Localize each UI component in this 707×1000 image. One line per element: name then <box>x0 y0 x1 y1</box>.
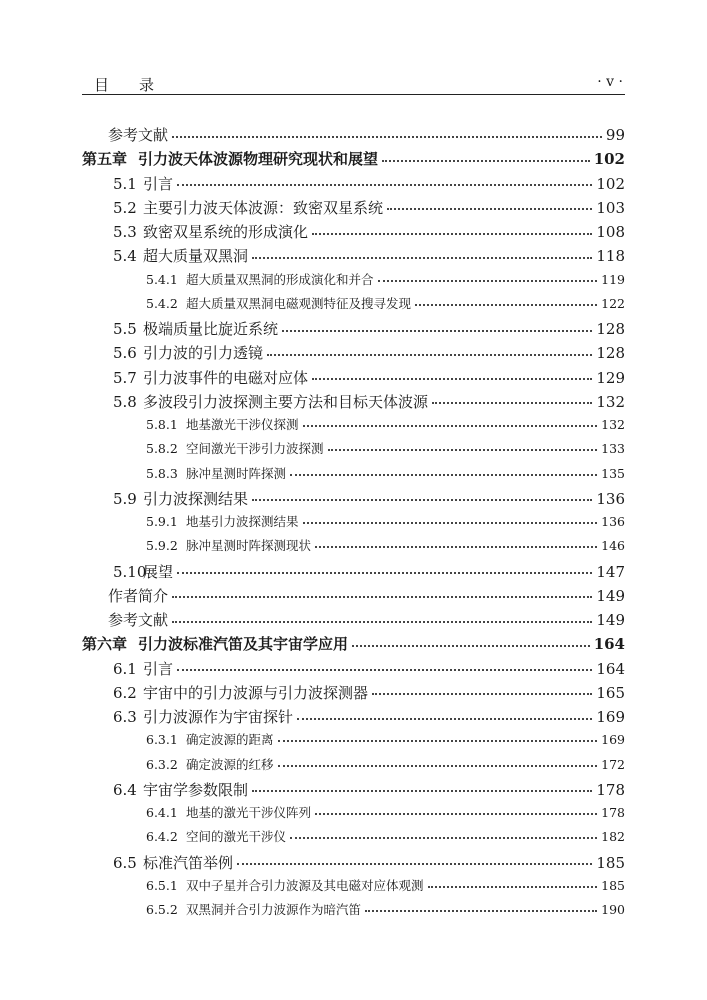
toc-entry[interactable] <box>108 585 625 606</box>
toc-leader-dots <box>387 208 592 210</box>
toc-entry[interactable] <box>146 464 625 482</box>
toc-entry-number: 5.8.2 <box>146 441 178 457</box>
toc-entry-page: 182 <box>601 829 625 845</box>
toc-entry-title: 作者简介 <box>108 586 169 605</box>
toc-entry[interactable] <box>146 827 625 845</box>
toc-entry[interactable] <box>108 124 625 145</box>
toc-entry[interactable] <box>113 318 625 339</box>
toc-entry-page: 146 <box>601 538 625 554</box>
toc-entry-number: 5.4.2 <box>146 295 178 311</box>
toc-entry[interactable] <box>113 221 625 242</box>
toc-entry-page: 185 <box>596 853 625 872</box>
toc-entry-page: 178 <box>596 780 625 799</box>
toc-entry-label <box>82 633 348 654</box>
toc-entry[interactable] <box>113 561 625 582</box>
toc-leader-dots <box>177 669 592 671</box>
toc-entry-label <box>108 609 168 630</box>
toc-leader-dots <box>177 184 592 186</box>
toc-entry-number: 6.4.2 <box>146 829 178 845</box>
toc-entry-number: 5.1 <box>113 174 137 193</box>
toc-entry-label <box>146 730 274 748</box>
toc-entry-label <box>113 367 308 388</box>
toc-entry-title: 确定波源的红移 <box>186 756 274 772</box>
toc-entry-label <box>146 464 286 482</box>
toc-entry-number: 6.3.1 <box>146 732 178 748</box>
toc-leader-dots <box>415 304 597 306</box>
toc-entry[interactable] <box>146 512 625 530</box>
toc-entry-number: 6.5 <box>113 853 137 872</box>
toc-entry-number: 6.4.1 <box>146 805 178 820</box>
toc-entry-number: 5.9.1 <box>146 514 178 529</box>
toc-entry-page: 129 <box>596 368 625 387</box>
toc-entry[interactable] <box>108 609 625 630</box>
toc-leader-dots <box>252 790 592 792</box>
toc-entry[interactable] <box>146 730 625 748</box>
toc-entry-label <box>108 124 168 145</box>
toc-entry-title: 致密双星系统的形成演化 <box>143 223 309 241</box>
toc-entry-label <box>146 900 361 918</box>
toc-entry-label <box>146 755 274 773</box>
toc-entry-label <box>113 221 308 242</box>
toc-entry-label <box>146 536 311 554</box>
toc-entry-number: 5.9.2 <box>146 538 178 554</box>
toc-entry-page: 118 <box>596 247 625 266</box>
toc-entry-label <box>113 342 263 363</box>
toc-leader-dots <box>172 596 592 598</box>
toc-entry-page: 108 <box>596 223 625 241</box>
toc-entry-page: 164 <box>593 635 625 654</box>
toc-entry-label <box>146 294 411 312</box>
toc-leader-dots <box>352 645 590 647</box>
toc-entry[interactable] <box>146 876 625 894</box>
toc-entry-page: 169 <box>596 708 625 726</box>
toc-entry[interactable] <box>146 803 625 821</box>
toc-entry-page: 128 <box>596 320 625 338</box>
toc-entry-number: 6.4 <box>113 780 137 799</box>
toc-entry[interactable] <box>113 682 625 703</box>
toc-leader-dots <box>177 572 592 574</box>
toc-entry-title: 引力波标准汽笛及其宇宙学应用 <box>138 635 349 654</box>
toc-entry-page: 132 <box>601 417 625 432</box>
toc-entry-title: 多波段引力波探测主要方法和目标天体波源 <box>143 392 429 411</box>
toc-entry-title: 地基激光干涉仪探测 <box>186 417 299 432</box>
toc-entry-number: 6.1 <box>113 659 137 678</box>
page-header <box>82 72 625 95</box>
toc-entry-title: 参考文献 <box>108 126 169 144</box>
toc-entry-label <box>113 391 428 412</box>
toc-entry-page: 149 <box>596 611 625 629</box>
toc-entry-page: 102 <box>593 150 625 169</box>
toc-entry-page: 103 <box>596 198 625 217</box>
toc-entry-page: 136 <box>596 489 625 508</box>
toc-leader-dots <box>237 863 592 865</box>
toc-entry-title: 引言 <box>143 174 174 193</box>
toc-entry[interactable] <box>146 900 625 918</box>
header-title: 目 录 <box>94 76 155 94</box>
toc-entry[interactable] <box>146 439 625 457</box>
toc-entry[interactable] <box>146 755 625 773</box>
toc-entry-title: 引力波的引力透镜 <box>143 344 264 363</box>
toc-entry-page: 169 <box>601 732 625 748</box>
toc-entry-label <box>113 197 383 218</box>
toc-entry-title: 极端质量比旋近系统 <box>143 320 279 338</box>
toc-entry-label <box>113 682 368 703</box>
toc-entry-label <box>113 779 248 800</box>
toc-entry-label <box>146 876 424 894</box>
toc-entry-title: 空间的激光干涉仪 <box>186 829 287 845</box>
toc-entry-number: 6.5.2 <box>146 902 178 917</box>
toc-entry-page: 149 <box>596 586 625 605</box>
toc-leader-dots <box>172 136 602 138</box>
toc-leader-dots <box>372 693 592 695</box>
toc-leader-dots <box>267 354 592 356</box>
toc-entry-number: 第六章 <box>82 635 128 654</box>
toc-leader-dots <box>290 474 597 476</box>
toc-entry[interactable] <box>113 173 625 194</box>
toc-entry-title: 脉冲星测时阵探测 <box>186 465 287 481</box>
toc-entry-label <box>146 512 299 530</box>
toc-leader-dots <box>328 449 598 451</box>
toc-entry-label <box>146 803 311 821</box>
toc-entry[interactable] <box>113 706 625 727</box>
toc-leader-dots <box>382 160 590 162</box>
toc-entry-number: 5.8.3 <box>146 465 178 481</box>
toc-leader-dots <box>315 813 597 815</box>
toc-entry-title: 引力波探测结果 <box>143 489 249 508</box>
toc-entry-label <box>113 706 293 727</box>
toc-entry-number: 6.3 <box>113 708 137 726</box>
toc-entry-label <box>113 561 173 582</box>
toc-entry-number: 5.4.1 <box>146 271 178 287</box>
toc-entry-title: 地基的激光干涉仪阵列 <box>186 805 312 820</box>
toc-entry[interactable] <box>146 536 625 554</box>
toc-entry-title: 地基引力波探测结果 <box>186 514 299 529</box>
toc-entry[interactable] <box>113 197 625 218</box>
toc-entry-title: 双中子星并合引力波源及其电磁对应体观测 <box>186 877 424 893</box>
toc-leader-dots <box>303 425 598 427</box>
toc-leader-dots <box>172 621 592 623</box>
toc-entry[interactable] <box>113 367 625 388</box>
toc-entry-label <box>113 658 173 679</box>
toc-entry-number: 5.4 <box>113 247 137 266</box>
toc-leader-dots <box>290 837 597 839</box>
toc-entry-page: 122 <box>601 295 625 311</box>
toc-entry-title: 脉冲星测时阵探测现状 <box>186 538 312 554</box>
toc-entry[interactable] <box>113 658 625 679</box>
toc-entry-title: 超大质量双黑洞的形成演化和并合 <box>186 271 374 287</box>
toc-entry[interactable] <box>113 488 625 509</box>
toc-entry-number: 5.3 <box>113 223 137 241</box>
toc-entry[interactable] <box>113 342 625 363</box>
toc-entry-page: 164 <box>596 659 625 678</box>
toc-entry[interactable] <box>82 148 625 169</box>
toc-leader-dots <box>312 233 592 235</box>
toc-entry-number: 5.2 <box>113 198 137 217</box>
toc-entry-page: 119 <box>601 271 625 287</box>
toc-entry-label <box>146 270 374 288</box>
toc-entry-number: 第五章 <box>82 150 128 169</box>
toc-entry-title: 宇宙学参数限制 <box>143 780 249 799</box>
toc-entry-page: 128 <box>596 344 625 363</box>
toc-entry[interactable] <box>113 779 625 800</box>
toc-entry-title: 引力波事件的电磁对应体 <box>143 368 309 387</box>
toc-entry-title: 双黑洞并合引力波源作为暗汽笛 <box>186 902 362 917</box>
toc-entry-label <box>146 439 324 457</box>
toc-entry-label <box>113 488 248 509</box>
toc-entry[interactable] <box>113 245 625 266</box>
toc-entry[interactable] <box>146 415 625 433</box>
toc-entry-number: 5.6 <box>113 344 137 363</box>
toc-leader-dots <box>378 280 598 282</box>
toc-leader-dots <box>282 330 592 332</box>
toc-leader-dots <box>315 546 597 548</box>
toc-entry-number: 5.9 <box>113 489 137 508</box>
toc-entry-page: 135 <box>601 465 625 481</box>
toc-entry-title: 引力波源作为宇宙探针 <box>143 708 294 726</box>
toc-entry-label <box>113 245 248 266</box>
toc-entry[interactable] <box>146 270 625 288</box>
toc-entry-number: 6.3.2 <box>146 756 178 772</box>
toc-entry-number: 5.8 <box>113 392 137 411</box>
toc-entry-title: 展望 <box>143 562 174 581</box>
toc-entry[interactable] <box>146 294 625 312</box>
toc-entry-page: 190 <box>601 902 625 917</box>
toc-entry-page: 165 <box>596 683 625 702</box>
toc-entry-label <box>113 852 233 873</box>
toc-entry-label <box>113 318 278 339</box>
toc-entry-title: 主要引力波天体波源：致密双星系统 <box>143 198 384 217</box>
toc-leader-dots <box>278 740 598 742</box>
toc-entry-label <box>146 415 299 433</box>
toc-leader-dots <box>278 765 598 767</box>
toc-entry-page: 136 <box>601 514 625 529</box>
toc-entry-title: 参考文献 <box>108 611 169 629</box>
toc-entry-label <box>146 827 286 845</box>
toc-entry-number: 5.7 <box>113 368 137 387</box>
toc-leader-dots <box>365 910 597 912</box>
toc-entry-title: 超大质量双黑洞 <box>143 247 249 266</box>
toc-leader-dots <box>252 257 592 259</box>
toc-leader-dots <box>297 718 592 720</box>
toc-leader-dots <box>303 522 598 524</box>
toc-entry-page: 172 <box>601 756 625 772</box>
toc-entry-label <box>108 585 168 606</box>
toc-entry-page: 185 <box>601 877 625 893</box>
header-page-number: · v · <box>597 74 623 90</box>
toc-leader-dots <box>428 886 598 888</box>
toc-entry-number: 6.5.1 <box>146 877 178 893</box>
toc-entry-page: 178 <box>601 805 625 820</box>
toc-entry[interactable] <box>113 391 625 412</box>
toc-entry-title: 引力波天体波源物理研究现状和展望 <box>138 150 379 169</box>
toc-entry[interactable] <box>113 852 625 873</box>
toc-entry-page: 102 <box>596 174 625 193</box>
toc-entry-page: 132 <box>596 392 625 411</box>
toc-entry-title: 标准汽笛举例 <box>143 853 234 872</box>
toc-entry-number: 5.5 <box>113 320 137 338</box>
toc-entry[interactable] <box>82 633 625 654</box>
toc-entry-title: 空间激光干涉引力波探测 <box>186 441 324 457</box>
toc-entry-number: 6.2 <box>113 683 137 702</box>
toc-entry-number: 5.10 <box>113 562 147 581</box>
toc-entry-title: 超大质量双黑洞电磁观测特征及搜寻发现 <box>186 295 412 311</box>
toc-entry-page: 99 <box>605 126 625 144</box>
toc-entry-page: 147 <box>596 562 625 581</box>
toc-leader-dots <box>432 402 592 404</box>
toc-entry-title: 引言 <box>143 659 174 678</box>
toc-leader-dots <box>312 378 592 380</box>
toc-leader-dots <box>252 499 592 501</box>
toc-entry-title: 确定波源的距离 <box>186 732 274 748</box>
toc-entry-title: 宇宙中的引力波源与引力波探测器 <box>143 683 369 702</box>
toc-entry-label <box>113 173 173 194</box>
toc-entry-label <box>82 148 378 169</box>
toc-entry-number: 5.8.1 <box>146 417 178 432</box>
toc-entry-page: 133 <box>601 441 625 457</box>
